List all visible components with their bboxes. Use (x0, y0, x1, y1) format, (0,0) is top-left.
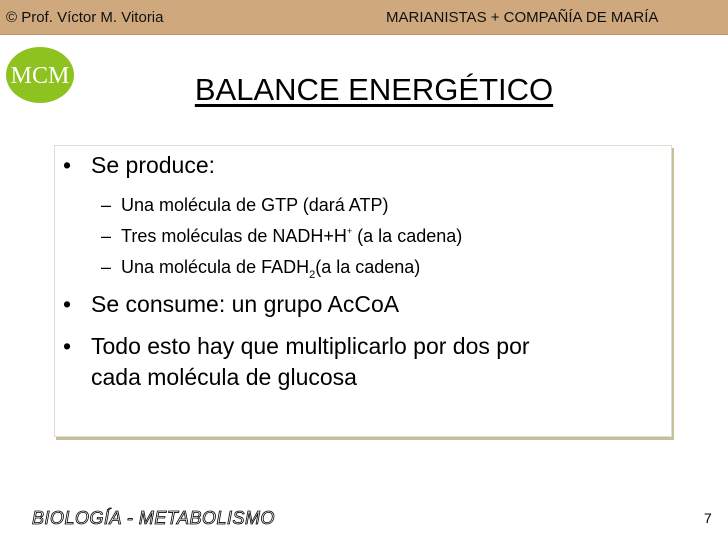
bullet-item (63, 290, 400, 319)
bullet-text: Se produce: (91, 152, 216, 178)
sub-bullet-text: Una molécula de GTP (dará ATP) (121, 195, 389, 215)
bullet-text: Se consume: un grupo AcCoA (91, 291, 400, 317)
sub-bullet-text: Una molécula de FADH (121, 257, 310, 277)
dash-bullet: – (101, 257, 112, 277)
sub-bullet-text-tail: (a la cadena) (352, 226, 463, 246)
bullet-item (63, 332, 530, 361)
institution-name: MARIANISTAS + COMPAÑÍA DE MARÍA (386, 9, 659, 26)
subscript-2: 2 (309, 269, 316, 281)
bullet-dot: • (63, 152, 72, 178)
bullet-continuation: cada molécula de glucosa (91, 364, 357, 390)
sub-bullet-item (101, 226, 463, 247)
bullet-text: Todo esto hay que multiplicarlo por dos por (91, 333, 530, 359)
sub-bullet-text: Tres moléculas de NADH+H (121, 226, 347, 246)
superscript-plus: + (346, 226, 353, 236)
author-credit: © Prof. Víctor M. Vitoria (6, 9, 164, 26)
svg-text:MCM: MCM (10, 63, 70, 89)
dash-bullet: – (101, 195, 112, 215)
header-bar (0, 0, 728, 35)
page-number: 7 (704, 510, 712, 526)
sub-bullet-text-tail: (a la cadena) (315, 257, 421, 277)
subject-footer: BIOLOGÍA - METABOLISMO (32, 508, 276, 528)
bullet-dot: • (63, 333, 72, 359)
bullet-dot: • (63, 291, 72, 317)
sub-bullet-item (101, 257, 421, 281)
slide-title: BALANCE ENERGÉTICO (194, 72, 554, 107)
dash-bullet: – (101, 226, 112, 246)
sub-bullet-item (101, 195, 389, 216)
bullet-item (63, 151, 216, 180)
